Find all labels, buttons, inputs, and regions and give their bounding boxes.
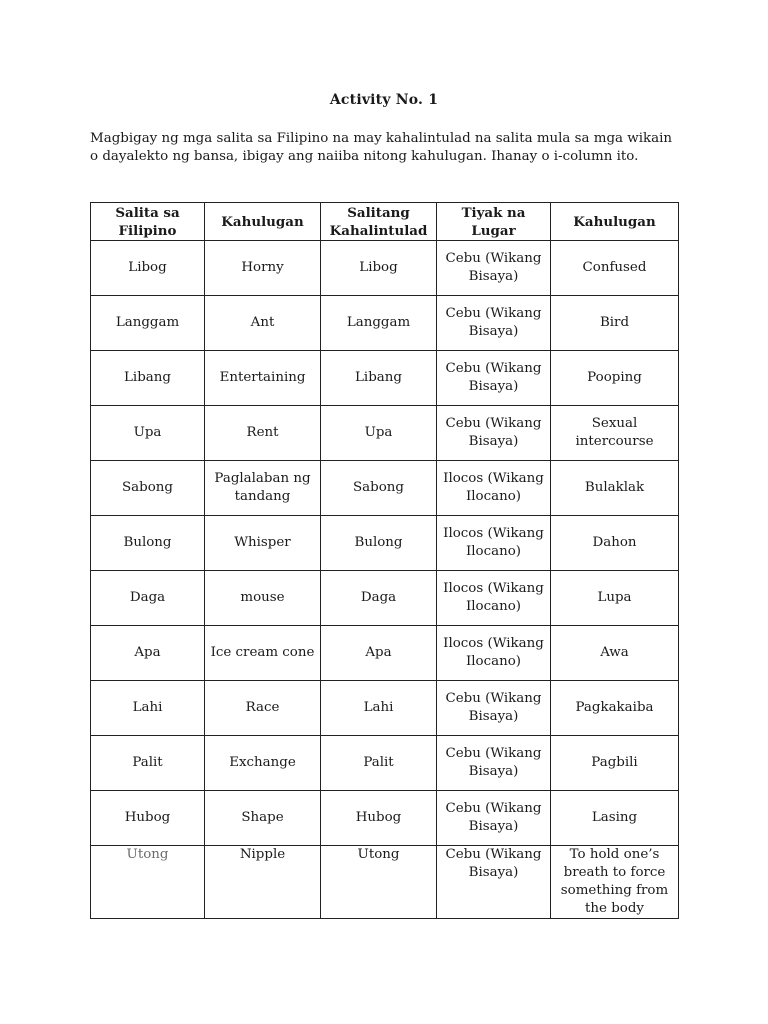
header-kahulugan: Kahulugan — [205, 203, 321, 241]
cell-other-meaning: Sexual intercourse — [551, 406, 679, 461]
cell-similar-word: Langgam — [321, 296, 437, 351]
cell-place: Ilocos (Wikang Ilocano) — [437, 626, 551, 681]
table-row — [91, 351, 679, 406]
cell-other-meaning: Dahon — [551, 516, 679, 571]
cell-other-meaning: Pooping — [551, 351, 679, 406]
cell-similar-word: Daga — [321, 571, 437, 626]
table-row — [91, 516, 679, 571]
cell-word: Utong — [91, 846, 205, 919]
cell-similar-word: Upa — [321, 406, 437, 461]
cell-meaning: Horny — [205, 241, 321, 296]
cell-similar-word: Libog — [321, 241, 437, 296]
table-header — [91, 203, 679, 241]
cell-place: Cebu (Wikang Bisaya) — [437, 736, 551, 791]
cell-word: Hubog — [91, 791, 205, 846]
cell-similar-word: Bulong — [321, 516, 437, 571]
instructions-paragraph: Magbigay ng mga salita sa Filipino na may kahalintulad na salita mula sa mga wikain o dayalekto ng bansa, ibigay ang naiiba nitong kahulugan. Ihanay o i-column ito. — [90, 131, 673, 164]
cell-meaning: Ant — [205, 296, 321, 351]
cell-word: Libog — [91, 241, 205, 296]
cell-other-meaning: To hold one’s breath to force something from the body — [551, 846, 679, 919]
cell-other-meaning: Pagkakaiba — [551, 681, 679, 736]
cell-place: Cebu (Wikang Bisaya) — [437, 846, 551, 919]
cell-place: Cebu (Wikang Bisaya) — [437, 241, 551, 296]
cell-word: Sabong — [91, 461, 205, 516]
cell-other-meaning: Lasing — [551, 791, 679, 846]
table-row — [91, 461, 679, 516]
cell-word: Upa — [91, 406, 205, 461]
cell-meaning: mouse — [205, 571, 321, 626]
cell-place: Cebu (Wikang Bisaya) — [437, 406, 551, 461]
cell-other-meaning: Bird — [551, 296, 679, 351]
cell-similar-word: Apa — [321, 626, 437, 681]
cell-word: Lahi — [91, 681, 205, 736]
cell-similar-word: Utong — [321, 846, 437, 919]
cell-meaning: Race — [205, 681, 321, 736]
table-row — [91, 626, 679, 681]
cell-word: Apa — [91, 626, 205, 681]
cell-meaning: Shape — [205, 791, 321, 846]
table-row — [91, 296, 679, 351]
header-salita-sa-filipino: Salita sa Filipino — [91, 203, 205, 241]
cell-word: Langgam — [91, 296, 205, 351]
table-row — [91, 406, 679, 461]
cell-similar-word: Palit — [321, 736, 437, 791]
cell-other-meaning: Pagbili — [551, 736, 679, 791]
cell-meaning: Whisper — [205, 516, 321, 571]
cell-word: Bulong — [91, 516, 205, 571]
header-salitang-kahalintulad: Salitang Kahalintulad — [321, 203, 437, 241]
cell-place: Ilocos (Wikang Ilocano) — [437, 571, 551, 626]
table-row — [91, 571, 679, 626]
header-kahulugan-2: Kahulugan — [551, 203, 679, 241]
cell-place: Cebu (Wikang Bisaya) — [437, 351, 551, 406]
header-tiyak-na-lugar: Tiyak na Lugar — [437, 203, 551, 241]
table-row — [91, 241, 679, 296]
cell-place: Ilocos (Wikang Ilocano) — [437, 461, 551, 516]
cell-similar-word: Lahi — [321, 681, 437, 736]
cell-other-meaning: Bulaklak — [551, 461, 679, 516]
cell-place: Cebu (Wikang Bisaya) — [437, 681, 551, 736]
cell-meaning: Entertaining — [205, 351, 321, 406]
cell-word: Palit — [91, 736, 205, 791]
cell-place: Cebu (Wikang Bisaya) — [437, 296, 551, 351]
cell-meaning: Nipple — [205, 846, 321, 919]
cell-word: Daga — [91, 571, 205, 626]
cell-meaning: Ice cream cone — [205, 626, 321, 681]
table-row — [91, 736, 679, 791]
table-row — [91, 681, 679, 736]
table-row — [91, 791, 679, 846]
cell-meaning: Exchange — [205, 736, 321, 791]
vocabulary-table — [90, 202, 679, 919]
page-title: Activity No. 1 — [329, 92, 439, 108]
cell-meaning: Paglalaban ng tandang — [205, 461, 321, 516]
cell-meaning: Rent — [205, 406, 321, 461]
cell-place: Ilocos (Wikang Ilocano) — [437, 516, 551, 571]
cell-place: Cebu (Wikang Bisaya) — [437, 791, 551, 846]
table-body — [91, 241, 679, 919]
cell-word: Libang — [91, 351, 205, 406]
cell-other-meaning: Lupa — [551, 571, 679, 626]
header-row — [91, 203, 679, 241]
cell-other-meaning: Awa — [551, 626, 679, 681]
cell-other-meaning: Confused — [551, 241, 679, 296]
table-row — [91, 846, 679, 919]
cell-similar-word: Sabong — [321, 461, 437, 516]
cell-similar-word: Libang — [321, 351, 437, 406]
cell-similar-word: Hubog — [321, 791, 437, 846]
